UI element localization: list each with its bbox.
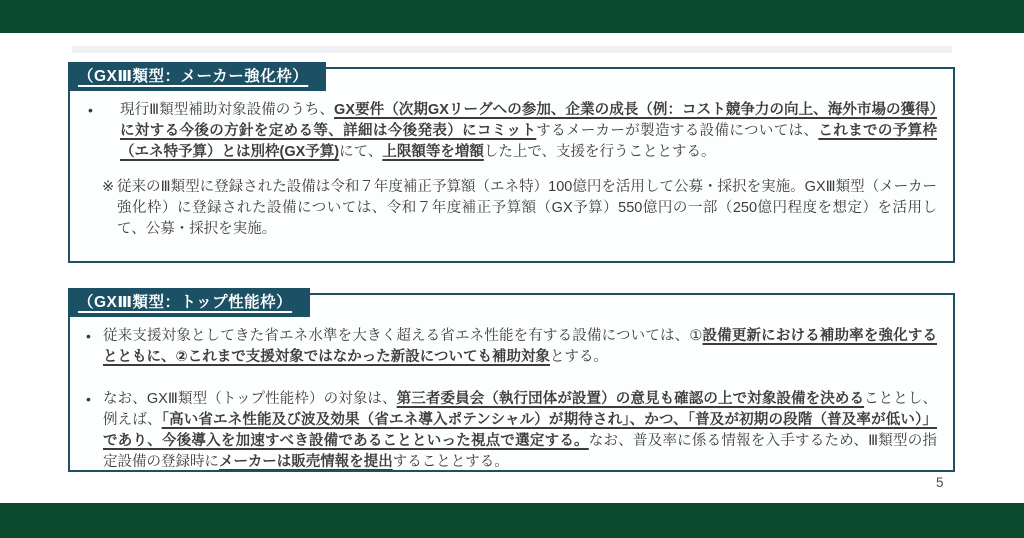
text-run: するメーカーが製造する設備については、: [536, 123, 819, 139]
text-run-emphasis: 「高い省エネ性能及び波及効果（省エネ導入ポテンシャル）が期待され」、かつ、「普及が初期の段階（普及率が低い）」であり、今後導入を加速すべき設備であることといった視点で選定する。: [103, 412, 937, 449]
top-shadow-strip: [72, 46, 952, 53]
section1-header-label: （GXⅢ類型：メーカー強化枠）: [78, 68, 309, 85]
bullet-marker: •: [86, 328, 91, 344]
section1-bullet-text: [120, 100, 937, 163]
text-run: した上で、支援を行うこととする。: [483, 144, 716, 160]
section1-box: [68, 67, 955, 263]
page-number: 5: [936, 475, 944, 490]
section1-bullet: [88, 100, 937, 163]
section1-note: [102, 177, 937, 240]
section2-bullet2-text: [103, 389, 937, 472]
section2-bullet2: [86, 389, 937, 472]
bullet-marker: •: [86, 391, 91, 407]
bullet-marker: •: [88, 102, 93, 118]
section2-bullet1: [86, 326, 937, 368]
text-run: なお、普及率に係る情報を入手するため、Ⅲ類型の指定設備の登録時に: [103, 433, 937, 470]
text-run-emphasis: GX要件（次期GXリーグへの参加、企業の成長（例：コスト競争力の向上、海外市場の獲得）に対する今後の方針を定める等、詳細は今後発表）にコミット: [120, 102, 937, 139]
section2-box: [68, 293, 955, 472]
text-run-emphasis: 第三者委員会（執行団体が設置）の意見も確認の上で対象設備を決める: [396, 391, 865, 407]
text-run-emphasis: メーカーは販売情報を提出: [219, 454, 393, 470]
top-green-band: [0, 0, 1024, 33]
text-run-emphasis: これまでの予算枠（エネ特予算）とは別枠(GX予算): [120, 123, 937, 160]
section2-bullet1-text: [103, 326, 937, 368]
text-run-emphasis: 上限額等を増額: [382, 144, 484, 160]
section2-header-label: （GXⅢ類型：トップ性能枠）: [78, 294, 293, 311]
section1-note-text: 従来のⅢ類型に登録された設備は令和７年度補正予算額（エネ特）100億円を活用して公募・採択を実施。GXⅢ類型（メーカー強化枠）に登録された設備については、令和７年度補正予算額（GX予算）550億円の一部（250億円程度を想定）を活用して、公募・採択を実施。: [117, 179, 937, 237]
text-run: にて、: [339, 144, 383, 160]
text-run: 従来支援対象としてきた省エネ水準を大きく超える省エネ性能を有する設備については、①: [103, 328, 703, 344]
text-run: こととし、例えば、: [103, 391, 938, 428]
note-marker: ※: [102, 179, 115, 195]
text-run: なお、GXⅢ類型（トップ性能枠）の対象は、: [103, 391, 397, 407]
text-run-emphasis: 設備更新における補助率を強化するとともに、②これまで支援対象ではなかった新設についても補助対象: [103, 328, 938, 365]
text-run: とする。: [549, 349, 608, 365]
bottom-green-band: [0, 503, 1024, 538]
section1-header-tab: [68, 62, 326, 91]
text-run: することとする。: [392, 454, 509, 470]
section2-header-tab: [68, 288, 310, 317]
text-run: 現行Ⅲ類型補助対象設備のうち、: [120, 102, 335, 118]
